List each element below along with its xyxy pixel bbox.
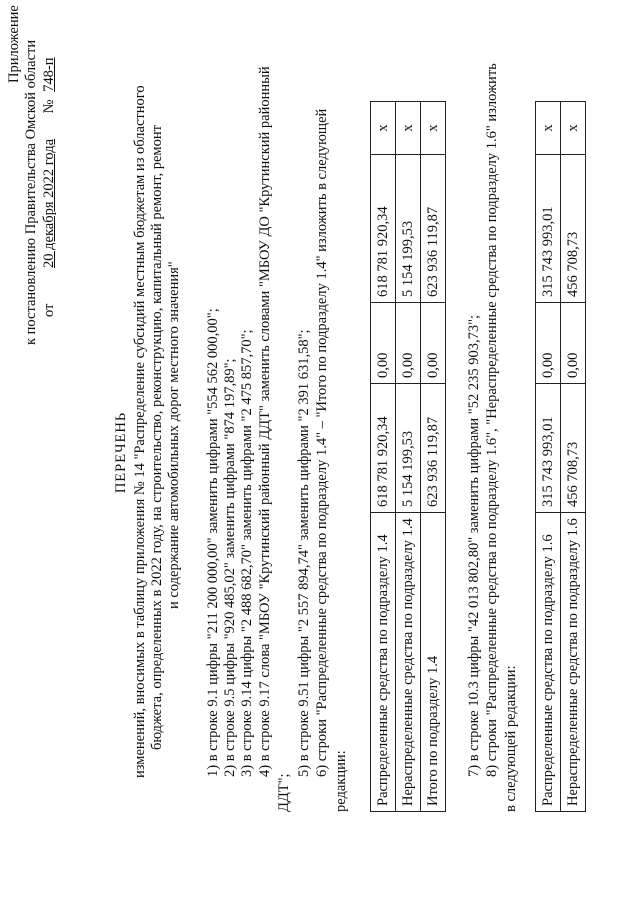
table-cell: Распределенные средства по подразделу 1.4: [371, 513, 396, 812]
change-item-2: 2) в строке 9.5 цифры "920 485,02" заменить цифрами "874 197,89";: [222, 358, 238, 777]
table-row: [396, 102, 421, 812]
number-label: №: [41, 99, 57, 114]
change-item-7: 7) в строке 10.3 цифры "42 013 802,80" заменить цифрами "52 235 903,73";: [466, 314, 482, 777]
decree-number: 748-п: [41, 57, 57, 92]
change-item-6-cont: редакции:: [333, 750, 349, 812]
table-subsection-1-4: [370, 101, 446, 812]
table-cell: 456 708,73: [561, 384, 586, 513]
table-cell: 623 936 119,87: [421, 155, 446, 303]
change-item-1: 1) в строке 9.1 цифры "211 200 000,00" заменить цифрами "554 562 000,00";: [205, 308, 221, 777]
table-cell: x: [396, 102, 421, 155]
table-cell: 315 743 993,01: [536, 384, 561, 513]
table-row: [561, 102, 586, 812]
change-item-8: 8) строки "Распределенные средства по подразделу 1.6", "Нераспределенные средства по подразделу 1.6" изложить: [484, 63, 500, 777]
change-item-3: 3) в строке 9.14 цифры "2 488 682,70" заменить цифрами "2 475 857,70";: [239, 329, 255, 777]
table-cell: x: [536, 102, 561, 155]
subtitle-line-3: и содержание автомобильных дорог местного значения": [166, 261, 182, 609]
table-cell: 623 936 119,87: [421, 384, 446, 513]
decree-reference: к постановлению Правительства Омской области: [23, 39, 39, 345]
change-item-8-cont: в следующей редакции:: [503, 665, 519, 812]
table-cell: 618 781 920,34: [371, 155, 396, 303]
table-subsection-1-6: [535, 101, 586, 812]
table-cell: 0,00: [371, 303, 396, 384]
table-cell: 0,00: [396, 303, 421, 384]
table-cell: 0,00: [561, 303, 586, 384]
table-cell: 0,00: [421, 303, 446, 384]
table-cell: x: [561, 102, 586, 155]
change-item-4: 4) в строке 9.17 слова "МБОУ "Крутинский районный ДДТ" заменить словами "МБОУ ДО "Крутинский районный: [257, 66, 273, 777]
appendix-label: Приложение: [6, 5, 22, 83]
table-cell: Нераспределенные средства по подразделу 1.6: [561, 513, 586, 812]
table-row: [421, 102, 446, 812]
document-title: ПЕРЕЧЕНЬ: [113, 411, 129, 494]
table-cell: x: [421, 102, 446, 155]
change-item-6: 6) строки "Распределенные средства по подразделу 1.4" – "Итого по подразделу 1.4" изложить в следующей: [314, 108, 330, 777]
subtitle-line-2: бюджета, определенных в 2022 году, на строительство, реконструкцию, капитальный ремонт, ремонт: [149, 125, 165, 750]
change-item-5: 5) в строке 9.51 цифры "2 557 894,74" заменить цифрами "2 391 631,58";: [296, 329, 312, 777]
table-cell: 618 781 920,34: [371, 384, 396, 513]
table-cell: 5 154 199,53: [396, 384, 421, 513]
table-cell: Итого по подразделу 1.4: [421, 513, 446, 812]
table-cell: Распределенные средства по подразделу 1.6: [536, 513, 561, 812]
table-cell: 315 743 993,01: [536, 155, 561, 303]
subtitle-line-1: изменений, вносимых в таблицу приложения № 14 "Распределение субсидий местным бюджетам из областного: [132, 85, 148, 778]
table-row: [536, 102, 561, 812]
change-item-4-cont: ДДТ";: [276, 773, 292, 812]
table-cell: 0,00: [536, 303, 561, 384]
table-row: [371, 102, 396, 812]
from-label: от: [41, 303, 57, 317]
decree-date-line: [41, 58, 58, 317]
table-cell: 5 154 199,53: [396, 155, 421, 303]
table-cell: x: [371, 102, 396, 155]
table-cell: Нераспределенные средства по подразделу 1.4: [396, 513, 421, 812]
decree-date: 20 декабря 2022 года: [41, 138, 57, 268]
table-cell: 456 708,73: [561, 155, 586, 303]
